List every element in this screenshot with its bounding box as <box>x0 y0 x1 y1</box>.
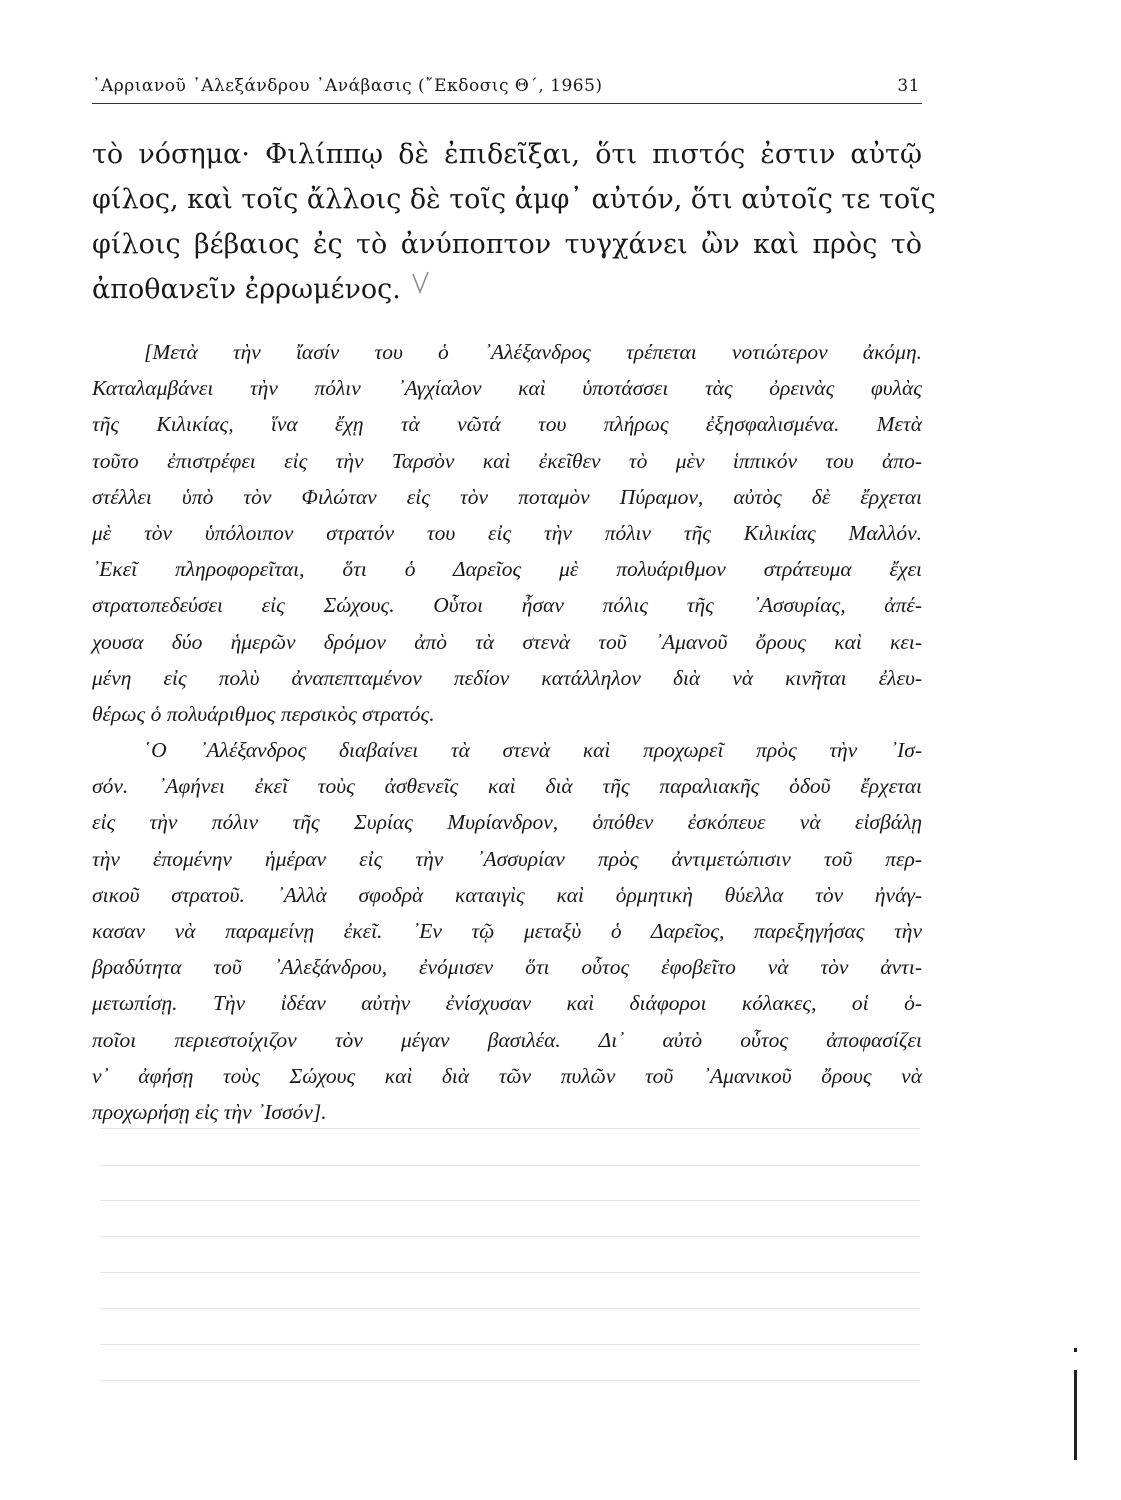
commentary-line: τοῦτο ἐπιστρέφει εἰς τὴν Ταρσὸν καὶ ἐκεῖθεν τὸ μὲν ἱππικόν του ἀπο- <box>92 448 922 473</box>
commentary-line: σόν. ᾽Αφήνει ἐκεῖ τοὺς ἀσθενεῖς καὶ διὰ τῆς παραλιακῆς ὁδοῦ ἔρχεται <box>92 774 922 799</box>
show-through-line <box>100 1128 920 1129</box>
commentary-line: Καταλαμβάνει τὴν πόλιν ᾽Αγχίαλον καὶ ὑποτάσσει τὰς ὀρεινὰς φυλὰς <box>92 376 922 401</box>
margin-dot <box>1074 1348 1077 1352</box>
show-through-line <box>100 1308 920 1309</box>
commentary-line: προχωρήσῃ εἰς τὴν ᾽Ισσόν]. <box>92 1099 327 1124</box>
running-header <box>92 72 922 102</box>
commentary-line: θέρως ὁ πολυάριθμος περσικὸς στρατός. <box>92 701 435 726</box>
header-rule <box>92 103 922 104</box>
commentary-line: σικοῦ στρατοῦ. ᾽Αλλὰ σφοδρὰ καταιγὶς καὶ ὁρμητικὴ θύελλα τὸν ἠνάγ- <box>92 882 922 907</box>
greek-source-text <box>92 132 936 312</box>
commentary-line: μένη εἰς πολὺ ἀναπεπταμένον πεδίον κατάλληλον διὰ νὰ κινῆται ἐλευ- <box>92 665 922 690</box>
page-number: 31 <box>897 76 920 96</box>
commentary-line: ῾Ο ᾽Αλέξανδρος διαβαίνει τὰ στενὰ καὶ προχωρεῖ πρὸς τὴν ᾽Ισ- <box>144 738 922 763</box>
check-mark-icon <box>410 270 432 296</box>
commentary-line: κασαν νὰ παραμείνῃ ἐκεῖ. ᾽Εν τῷ μεταξὺ ὁ Δαρεῖος, παρεξηγήσας τὴν <box>92 919 922 943</box>
commentary-line: [Μετὰ τὴν ἴασίν του ὁ ᾽Αλέξανδρος τρέπεται νοτιώτερον ἀκόμη. <box>144 340 922 364</box>
margin-bar <box>1074 1370 1077 1460</box>
commentary-line: εἰς τὴν πόλιν τῆς Συρίας Μυρίανδρον, ὁπόθεν ἐσκόπευε νὰ εἰσβάλῃ <box>92 810 922 835</box>
text-line: φίλος, καὶ τοῖς ἄλλοις δὲ τοῖς ἀμφ᾽ αὐτόν, ὅτι αὐτοῖς τε τοῖς <box>92 184 936 215</box>
text-line: φίλοις βέβαιος ἐς τὸ ἀνύποπτον τυγχάνει ὢν καὶ πρὸς τὸ <box>92 229 922 260</box>
show-through-line <box>100 1272 920 1273</box>
show-through-line <box>100 1236 920 1237</box>
commentary-line: τὴν ἐπομένην ἡμέραν εἰς τὴν ᾽Ασσυρίαν πρὸς ἀντιμετώπισιν τοῦ περ- <box>92 846 922 871</box>
commentary-line: ποῖοι περιεστοίχιζον τὸν μέγαν βασιλέα. Δι᾽ αὐτὸ οὗτος ἀποφασίζει <box>92 1027 922 1052</box>
commentary-text <box>92 334 922 1130</box>
commentary-line: χουσα δύο ἡμερῶν δρόμον ἀπὸ τὰ στενὰ τοῦ ᾽Αμανοῦ ὄρους καὶ κει- <box>92 629 922 654</box>
show-through-line <box>100 1344 920 1345</box>
commentary-line: ν᾽ ἀφήσῃ τοὺς Σώχους καὶ διὰ τῶν πυλῶν τοῦ ᾽Αμανικοῦ ὄρους νὰ <box>92 1063 922 1088</box>
commentary-line: βραδύτητα τοῦ ᾽Αλεξάνδρου, ἐνόμισεν ὅτι οὗτος ἐφοβεῖτο νὰ τὸν ἀντι- <box>92 955 922 980</box>
show-through-line <box>100 1200 920 1201</box>
show-through-line <box>100 1380 920 1381</box>
commentary-line: στρατοπεδεύσει εἰς Σώχους. Οὗτοι ἦσαν πόλις τῆς ᾽Ασσυρίας, ἀπέ- <box>92 593 922 618</box>
commentary-line: τῆς Κιλικίας, ἵνα ἔχῃ τὰ νῶτά του πλήρως ἐξησφαλισμένα. Μετὰ <box>92 412 922 437</box>
commentary-line: μὲ τὸν ὑπόλοιπον στρατόν του εἰς τὴν πόλιν τῆς Κιλικίας Μαλλόν. <box>92 520 922 545</box>
running-title: ᾽Αρριανοῦ ᾽Αλεξάνδρου ᾽Ανάβασις (῎Εκδοσις Θ΄, 1965) <box>92 76 603 96</box>
commentary-line: στέλλει ὑπὸ τὸν Φιλώταν εἰς τὸν ποταμὸν Πύραμον, αὐτὸς δὲ ἔρχεται <box>92 484 922 509</box>
commentary-line: ᾽Εκεῖ πληροφορεῖται, ὅτι ὁ Δαρεῖος μὲ πολυάριθμον στράτευμα ἔχει <box>92 557 922 582</box>
commentary-line: μετωπίσῃ. Τὴν ἰδέαν αὐτὴν ἐνίσχυσαν καὶ διάφοροι κόλακες, οἱ ὁ- <box>92 991 922 1016</box>
text-line: ἀποθανεῖν ἐρρωμένος. <box>92 274 401 305</box>
show-through-line <box>100 1165 920 1166</box>
text-line: τὸ νόσημα· Φιλίππῳ δὲ ἐπιδεῖξαι, ὅτι πιστός ἐστιν αὐτῷ <box>92 139 922 170</box>
